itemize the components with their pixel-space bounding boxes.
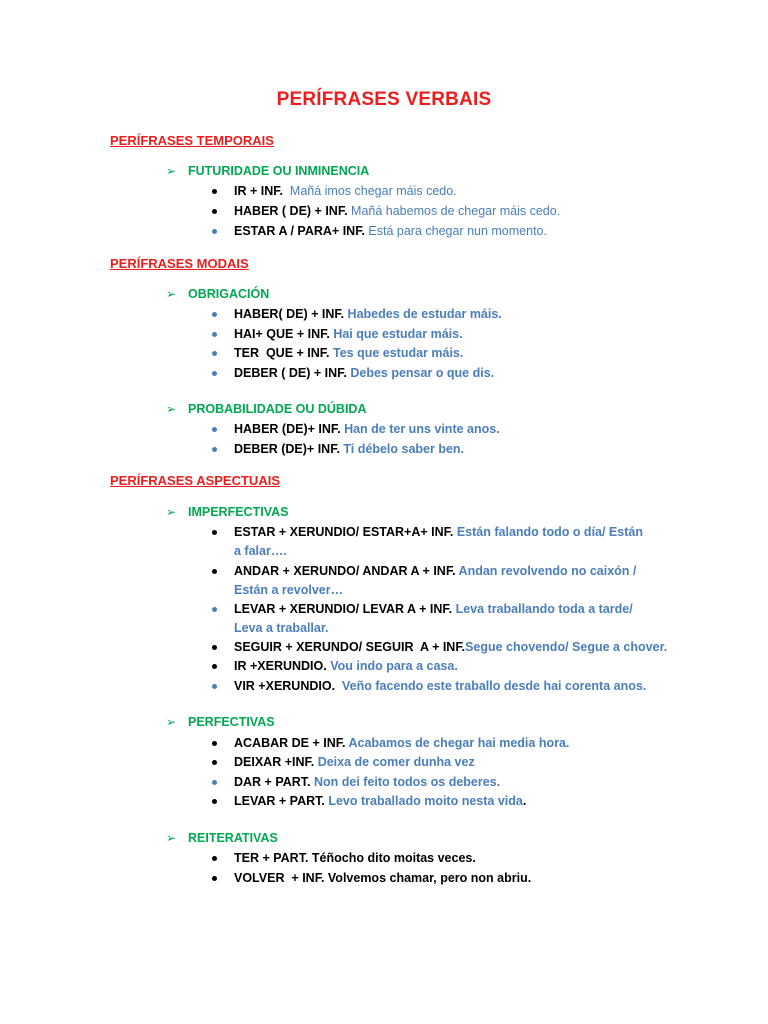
bullet-icon — [212, 856, 217, 861]
list-item: ACABAR DE + INF. Acabamos de chegar hai media hora. — [212, 734, 652, 753]
list-item: ESTAR + XERUNDIO/ ESTAR+A+ INF. Están falando todo o día/ Están a falar…. — [212, 523, 652, 561]
arrow-right-icon: ➢ — [166, 505, 177, 519]
bullet-icon — [212, 569, 217, 574]
list-item: DEBER (DE)+ INF. Ti débelo saber ben. — [212, 440, 652, 459]
bullet-icon — [212, 229, 217, 234]
bullet-icon — [212, 799, 217, 804]
subheading-reiterativas: ➢ REITERATIVAS — [166, 831, 278, 845]
subheading-perfectivas: ➢ PERFECTIVAS — [166, 715, 275, 729]
bullet-icon — [212, 447, 217, 452]
arrow-right-icon: ➢ — [166, 402, 177, 416]
bullet-icon — [212, 780, 217, 785]
bullet-icon — [212, 876, 217, 881]
list-item: HABER( DE) + INF. Habedes de estudar máis. — [212, 305, 652, 324]
bullet-icon — [212, 371, 217, 376]
list-item: HABER ( DE) + INF. Mañá habemos de chegar máis cedo. — [212, 202, 652, 221]
list-item: TER QUE + INF. Tes que estudar máis. — [212, 344, 652, 363]
list-item: ESTAR A / PARA+ INF. Está para chegar nun momento. — [212, 222, 652, 241]
bullet-icon — [212, 209, 217, 214]
list-item: IR +XERUNDIO. Vou indo para a casa. — [212, 657, 652, 676]
list-item: TER + PART. Téñocho dito moitas veces. — [212, 849, 652, 868]
bullet-icon — [212, 530, 217, 535]
arrow-right-icon: ➢ — [166, 831, 177, 845]
bullet-icon — [212, 189, 217, 194]
bullet-icon — [212, 664, 217, 669]
arrow-right-icon: ➢ — [166, 287, 177, 301]
list-item: DEIXAR +INF. Deixa de comer dunha vez — [212, 753, 652, 772]
list-item: LEVAR + PART. Levo traballado moito nesta vida. — [212, 792, 652, 811]
subheading-imperfectivas: ➢ IMPERFECTIVAS — [166, 505, 289, 519]
arrow-right-icon: ➢ — [166, 715, 177, 729]
bullet-icon — [212, 312, 217, 317]
section-heading-aspectuais: PERÍFRASES ASPECTUAIS — [110, 473, 280, 488]
section-heading-modais: PERÍFRASES MODAIS — [110, 256, 249, 271]
list-item: HABER (DE)+ INF. Han de ter uns vinte anos. — [212, 420, 652, 439]
subheading-futuridade: ➢ FUTURIDADE OU INMINENCIA — [166, 164, 370, 178]
list-item: SEGUIR + XERUNDO/ SEGUIR A + INF.Segue chovendo/ Segue a chover. — [212, 638, 652, 657]
bullet-icon — [212, 741, 217, 746]
subheading-probabilidade: ➢ PROBABILIDADE OU DÚBIDA — [166, 402, 367, 416]
bullet-icon — [212, 684, 217, 689]
bullet-icon — [212, 645, 217, 650]
bullet-icon — [212, 351, 217, 356]
list-item: HAI+ QUE + INF. Hai que estudar máis. — [212, 325, 652, 344]
list-item: LEVAR + XERUNDIO/ LEVAR A + INF. Leva traballando toda a tarde/ Leva a traballar. — [212, 600, 652, 638]
bullet-icon — [212, 332, 217, 337]
section-heading-temporais: PERÍFRASES TEMPORAIS — [110, 133, 274, 148]
list-item: VOLVER + INF. Volvemos chamar, pero non abriu. — [212, 869, 652, 888]
subheading-obrigacion: ➢ OBRIGACIÓN — [166, 287, 270, 301]
page-title: PERÍFRASES VERBAIS — [276, 89, 492, 110]
list-item: IR + INF. Mañá imos chegar máis cedo. — [212, 182, 652, 201]
list-item: DEBER ( DE) + INF. Debes pensar o que dis. — [212, 364, 652, 383]
list-item: VIR +XERUNDIO. Veño facendo este traballo desde hai corenta anos. — [212, 677, 652, 696]
bullet-icon — [212, 607, 217, 612]
arrow-right-icon: ➢ — [166, 164, 177, 178]
list-item: ANDAR + XERUNDO/ ANDAR A + INF. Andan revolvendo no caixón / Están a revolver… — [212, 562, 652, 600]
bullet-icon — [212, 760, 217, 765]
bullet-icon — [212, 427, 217, 432]
list-item: DAR + PART. Non dei feito todos os deberes. — [212, 773, 652, 792]
